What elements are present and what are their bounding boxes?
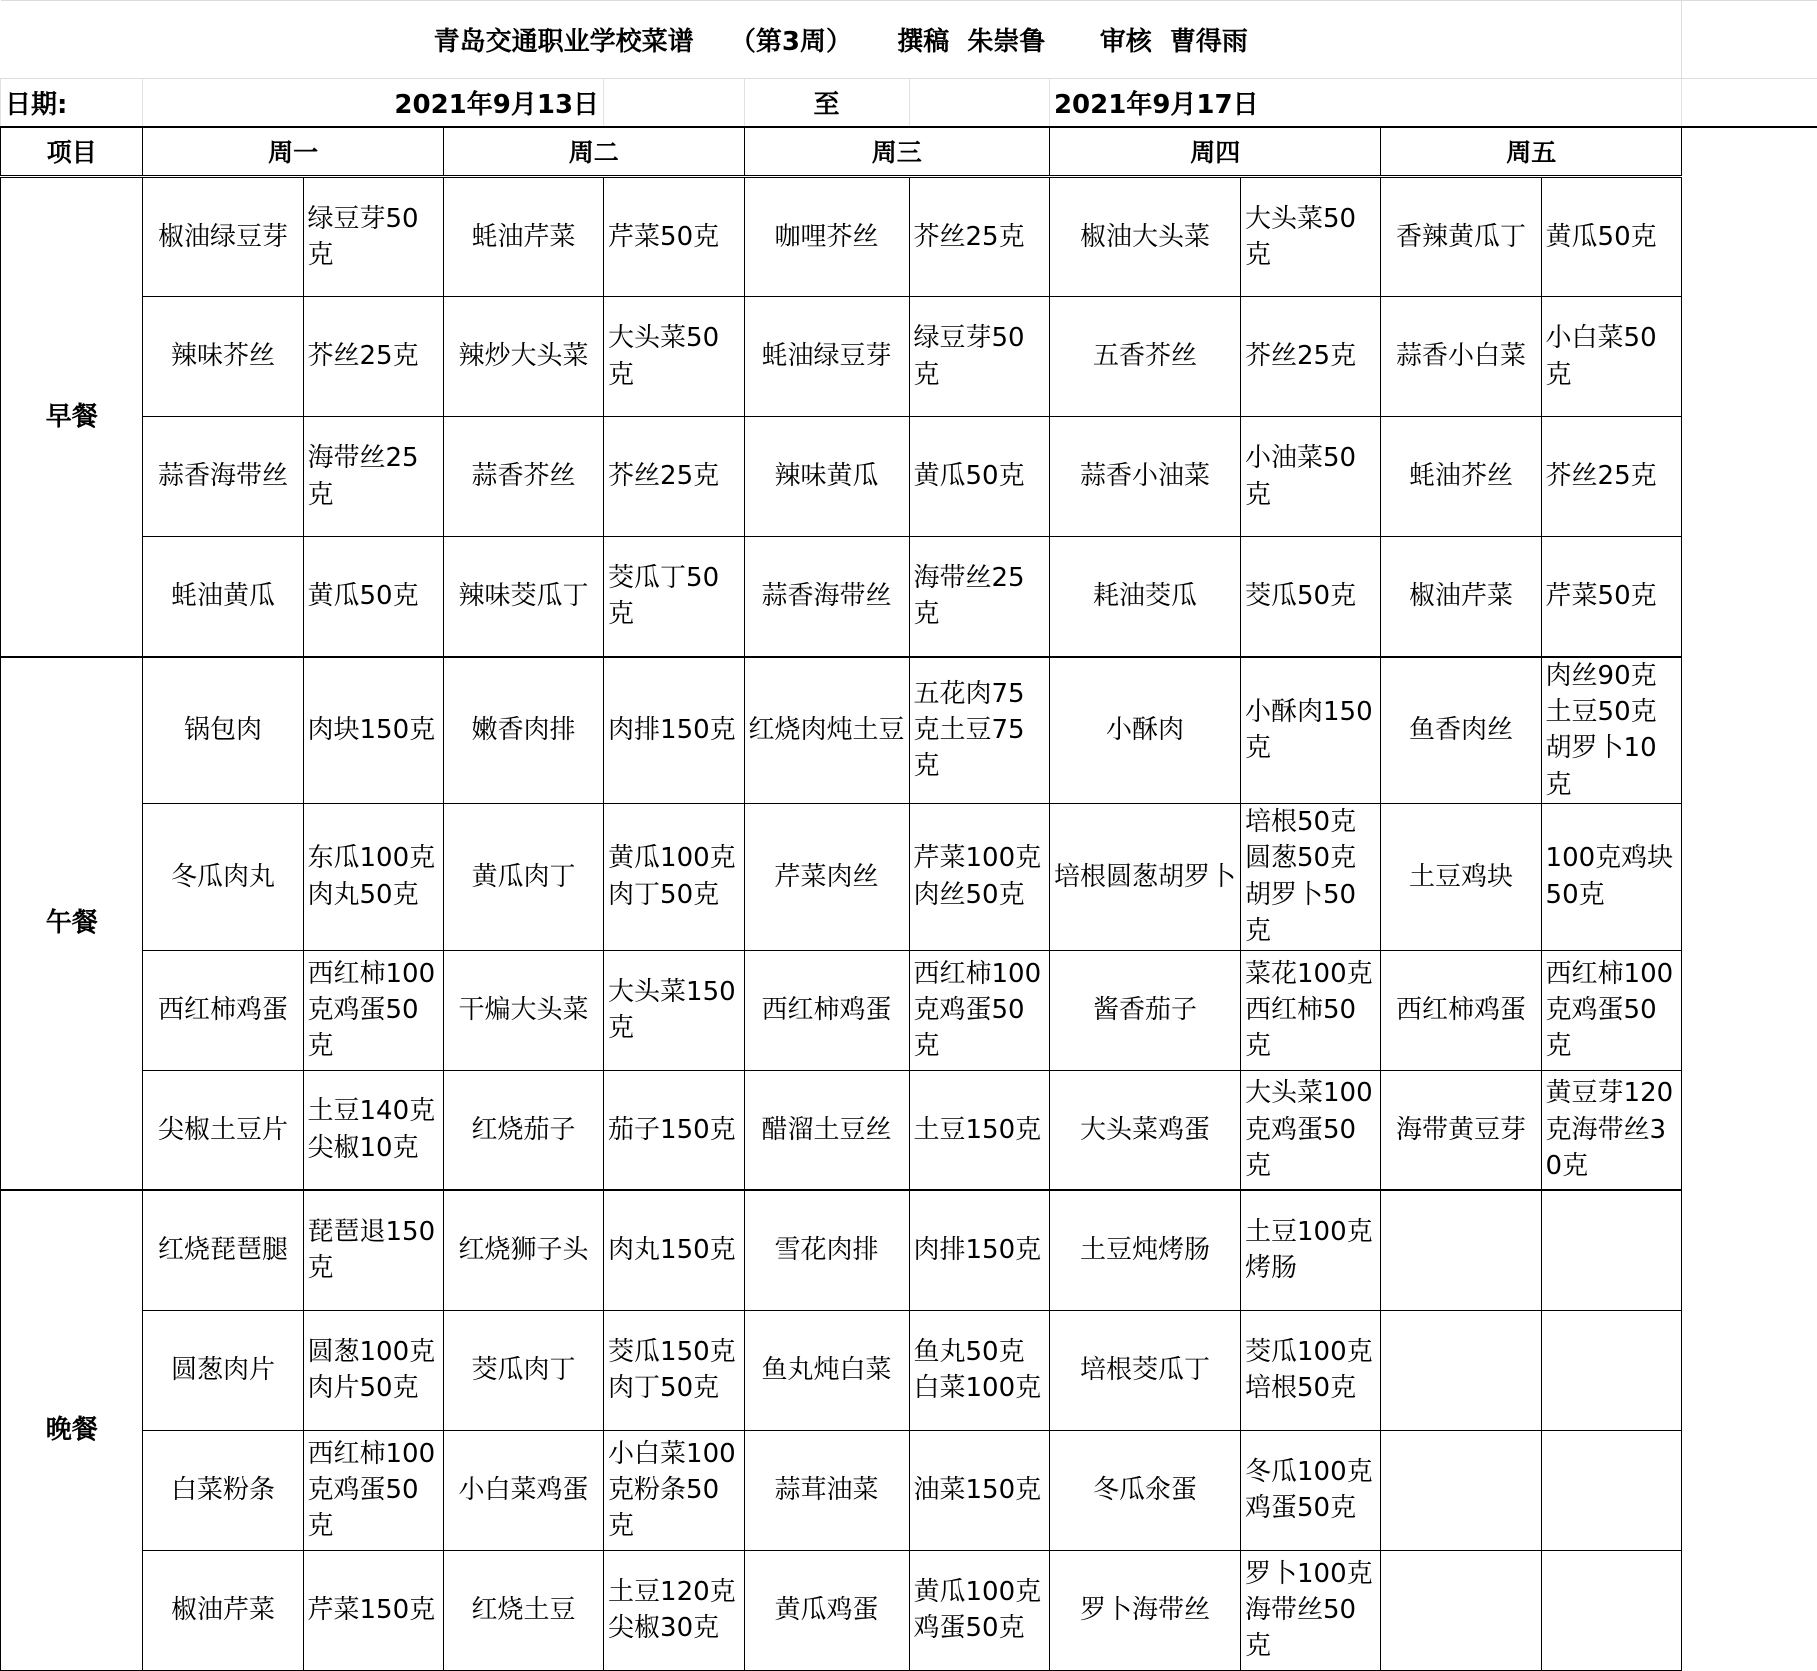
dish-ingredients: 土豆150克	[909, 1070, 1049, 1190]
header-day-fri: 周五	[1381, 127, 1682, 177]
dish-name: 辣味茭瓜丁	[443, 537, 603, 657]
dish-name: 培根茭瓜丁	[1049, 1310, 1240, 1430]
menu-row	[1, 297, 1817, 417]
dish-ingredients: 小白菜100克粉条50克	[604, 1430, 744, 1550]
dish-name: 培根圆葱胡罗卜	[1049, 804, 1240, 951]
dish-name: 黄瓜鸡蛋	[744, 1550, 909, 1670]
dish-ingredients: 芥丝25克	[909, 177, 1049, 297]
dish-name: 冬瓜肉丸	[143, 804, 303, 951]
dish-ingredients: 芹菜100克肉丝50克	[909, 804, 1049, 951]
dish-name	[1381, 1310, 1541, 1430]
dish-ingredients: 大头菜50克	[1240, 177, 1380, 297]
dish-name: 大头菜鸡蛋	[1049, 1070, 1240, 1190]
dish-ingredients: 黄瓜100克鸡蛋50克	[909, 1550, 1049, 1670]
dish-name: 圆葱肉片	[143, 1310, 303, 1430]
dish-ingredients: 五花肉75克土豆75克	[909, 657, 1049, 804]
dish-name: 黄瓜肉丁	[443, 804, 603, 951]
date-row	[1, 79, 1817, 127]
dish-ingredients: 肉丸150克	[604, 1190, 744, 1310]
dish-ingredients: 芹菜150克	[303, 1550, 443, 1670]
reviewer-name: 曹得雨	[1170, 27, 1248, 57]
dish-ingredients	[1541, 1310, 1681, 1430]
menu-row	[1, 1190, 1817, 1310]
dish-name: 蒜香小油菜	[1049, 417, 1240, 537]
dish-name: 西红柿鸡蛋	[744, 950, 909, 1070]
dish-ingredients: 芥丝25克	[604, 417, 744, 537]
dish-ingredients: 土豆140克尖椒10克	[303, 1070, 443, 1190]
dish-name: 辣味芥丝	[143, 297, 303, 417]
dish-ingredients: 土豆120克尖椒30克	[604, 1550, 744, 1670]
dish-name: 尖椒土豆片	[143, 1070, 303, 1190]
menu-row	[1, 1070, 1817, 1190]
dish-name: 土豆炖烤肠	[1049, 1190, 1240, 1310]
dish-ingredients: 大头菜150克	[604, 950, 744, 1070]
dish-ingredients: 西红柿100克鸡蛋50克	[303, 1430, 443, 1550]
dish-ingredients: 芹菜50克	[604, 177, 744, 297]
dish-ingredients	[1541, 1550, 1681, 1670]
dish-ingredients: 绿豆芽50克	[303, 177, 443, 297]
dish-ingredients: 小酥肉150克	[1240, 657, 1380, 804]
dish-name: 海带黄豆芽	[1381, 1070, 1541, 1190]
dish-ingredients: 100克鸡块50克	[1541, 804, 1681, 951]
dish-ingredients: 西红柿100克鸡蛋50克	[1541, 950, 1681, 1070]
dish-ingredients: 茭瓜50克	[1240, 537, 1380, 657]
date-label: 日期:	[1, 79, 143, 127]
dish-ingredients: 肉排150克	[909, 1190, 1049, 1310]
dish-name: 辣炒大头菜	[443, 297, 603, 417]
dish-ingredients: 琵琶退150克	[303, 1190, 443, 1310]
dish-ingredients: 圆葱100克肉片50克	[303, 1310, 443, 1430]
menu-row	[1, 950, 1817, 1070]
meal-label: 晚餐	[1, 1190, 143, 1670]
dish-name: 蒜茸油菜	[744, 1430, 909, 1550]
dish-name: 咖哩芥丝	[744, 177, 909, 297]
dish-name: 椒油芹菜	[143, 1550, 303, 1670]
reviewer-label: 审核	[1100, 27, 1152, 57]
dish-ingredients: 黄瓜100克肉丁50克	[604, 804, 744, 951]
dish-name: 小酥肉	[1049, 657, 1240, 804]
page-title	[1, 1, 1682, 79]
dish-name: 罗卜海带丝	[1049, 1550, 1240, 1670]
header-day-mon: 周一	[143, 127, 444, 177]
dish-ingredients: 黄瓜50克	[1541, 177, 1681, 297]
dish-name: 蒜香芥丝	[443, 417, 603, 537]
start-date: 2021年9月13日	[143, 79, 604, 127]
dish-name: 红烧狮子头	[443, 1190, 603, 1310]
dish-ingredients: 芹菜50克	[1541, 537, 1681, 657]
dish-name: 锅包肉	[143, 657, 303, 804]
dish-name: 冬瓜氽蛋	[1049, 1430, 1240, 1550]
dish-name: 土豆鸡块	[1381, 804, 1541, 951]
dish-ingredients: 油菜150克	[909, 1430, 1049, 1550]
dish-name	[1381, 1550, 1541, 1670]
dish-name: 小白菜鸡蛋	[443, 1430, 603, 1550]
dish-name	[1381, 1430, 1541, 1550]
dish-ingredients: 绿豆芽50克	[909, 297, 1049, 417]
dish-ingredients: 茄子150克	[604, 1070, 744, 1190]
dish-ingredients: 海带丝25克	[909, 537, 1049, 657]
dish-name: 雪花肉排	[744, 1190, 909, 1310]
dish-ingredients: 黄瓜50克	[303, 537, 443, 657]
dish-ingredients: 冬瓜100克鸡蛋50克	[1240, 1430, 1380, 1550]
school-menu-title: 青岛交通职业学校菜谱	[434, 27, 694, 57]
dish-name: 耗油茭瓜	[1049, 537, 1240, 657]
dish-name: 蚝油芹菜	[443, 177, 603, 297]
end-date: 2021年9月17日	[1049, 79, 1681, 127]
dish-name: 香辣黄瓜丁	[1381, 177, 1541, 297]
dish-name: 椒油芹菜	[1381, 537, 1541, 657]
header-blank-cell	[1681, 127, 1817, 177]
dish-ingredients: 茭瓜100克培根50克	[1240, 1310, 1380, 1430]
dish-ingredients: 大头菜100克鸡蛋50克	[1240, 1070, 1380, 1190]
dish-ingredients: 培根50克圆葱50克胡罗卜50克	[1240, 804, 1380, 951]
dish-name: 红烧土豆	[443, 1550, 603, 1670]
dish-name: 醋溜土豆丝	[744, 1070, 909, 1190]
dish-name: 白菜粉条	[143, 1430, 303, 1550]
dish-name: 蚝油绿豆芽	[744, 297, 909, 417]
menu-row	[1, 417, 1817, 537]
dish-name: 茭瓜肉丁	[443, 1310, 603, 1430]
dish-name: 红烧肉炖土豆	[744, 657, 909, 804]
dish-name: 辣味黄瓜	[744, 417, 909, 537]
dish-name: 芹菜肉丝	[744, 804, 909, 951]
dish-name: 蚝油黄瓜	[143, 537, 303, 657]
dish-ingredients: 肉丝90克土豆50克胡罗卜10克	[1541, 657, 1681, 804]
dish-ingredients: 小油菜50克	[1240, 417, 1380, 537]
menu-row	[1, 657, 1817, 804]
title-row	[1, 1, 1817, 79]
title-blank-cell	[1681, 1, 1817, 79]
dish-ingredients: 肉排150克	[604, 657, 744, 804]
week-label: （第3周）	[730, 27, 852, 57]
dish-name: 嫩香肉排	[443, 657, 603, 804]
dish-name: 鱼丸炖白菜	[744, 1310, 909, 1430]
header-day-tue: 周二	[443, 127, 744, 177]
dish-ingredients: 海带丝25克	[303, 417, 443, 537]
dish-ingredients: 罗卜100克海带丝50克	[1240, 1550, 1380, 1670]
dish-ingredients: 肉块150克	[303, 657, 443, 804]
dish-ingredients: 芥丝25克	[1240, 297, 1380, 417]
dish-name: 鱼香肉丝	[1381, 657, 1541, 804]
dish-name: 干煸大头菜	[443, 950, 603, 1070]
header-day-thu: 周四	[1049, 127, 1380, 177]
header-row	[1, 127, 1817, 177]
menu-row	[1, 1550, 1817, 1670]
header-day-wed: 周三	[744, 127, 1049, 177]
dish-ingredients: 小白菜50克	[1541, 297, 1681, 417]
dish-ingredients: 东瓜100克肉丸50克	[303, 804, 443, 951]
date-blank-cell	[1681, 79, 1817, 127]
header-item: 项目	[1, 127, 143, 177]
author-name: 朱崇鲁	[967, 27, 1045, 57]
dish-ingredients: 西红柿100克鸡蛋50克	[303, 950, 443, 1070]
meal-label: 午餐	[1, 657, 143, 1191]
dish-name: 椒油大头菜	[1049, 177, 1240, 297]
dish-ingredients: 菜花100克西红柿50克	[1240, 950, 1380, 1070]
dish-name: 酱香茄子	[1049, 950, 1240, 1070]
menu-row	[1, 1310, 1817, 1430]
menu-row	[1, 804, 1817, 951]
dish-name: 蒜香海带丝	[143, 417, 303, 537]
dish-ingredients	[1541, 1430, 1681, 1550]
dish-name: 西红柿鸡蛋	[143, 950, 303, 1070]
menu-row	[1, 537, 1817, 657]
dish-ingredients: 芥丝25克	[1541, 417, 1681, 537]
dish-ingredients: 鱼丸50克白菜100克	[909, 1310, 1049, 1430]
menu-row	[1, 177, 1817, 297]
dish-ingredients: 大头菜50克	[604, 297, 744, 417]
dish-ingredients: 西红柿100克鸡蛋50克	[909, 950, 1049, 1070]
dish-name: 红烧琵琶腿	[143, 1190, 303, 1310]
dish-ingredients: 黄豆芽120克海带丝30克	[1541, 1070, 1681, 1190]
dish-ingredients: 茭瓜丁50克	[604, 537, 744, 657]
dish-ingredients: 茭瓜150克肉丁50克	[604, 1310, 744, 1430]
dish-name: 椒油绿豆芽	[143, 177, 303, 297]
dish-name: 红烧茄子	[443, 1070, 603, 1190]
menu-row	[1, 1430, 1817, 1550]
meal-label: 早餐	[1, 177, 143, 657]
dish-name: 蚝油芥丝	[1381, 417, 1541, 537]
dish-name: 西红柿鸡蛋	[1381, 950, 1541, 1070]
dish-ingredients	[1541, 1190, 1681, 1310]
date-to-label: 至	[744, 79, 909, 127]
dish-name	[1381, 1190, 1541, 1310]
author-label: 撰稿	[897, 27, 949, 57]
dish-name: 蒜香海带丝	[744, 537, 909, 657]
dish-ingredients: 芥丝25克	[303, 297, 443, 417]
dish-ingredients: 土豆100克烤肠	[1240, 1190, 1380, 1310]
date-blank-cell	[909, 79, 1049, 127]
dish-name: 蒜香小白菜	[1381, 297, 1541, 417]
dish-ingredients: 黄瓜50克	[909, 417, 1049, 537]
date-blank-cell	[604, 79, 744, 127]
dish-name: 五香芥丝	[1049, 297, 1240, 417]
